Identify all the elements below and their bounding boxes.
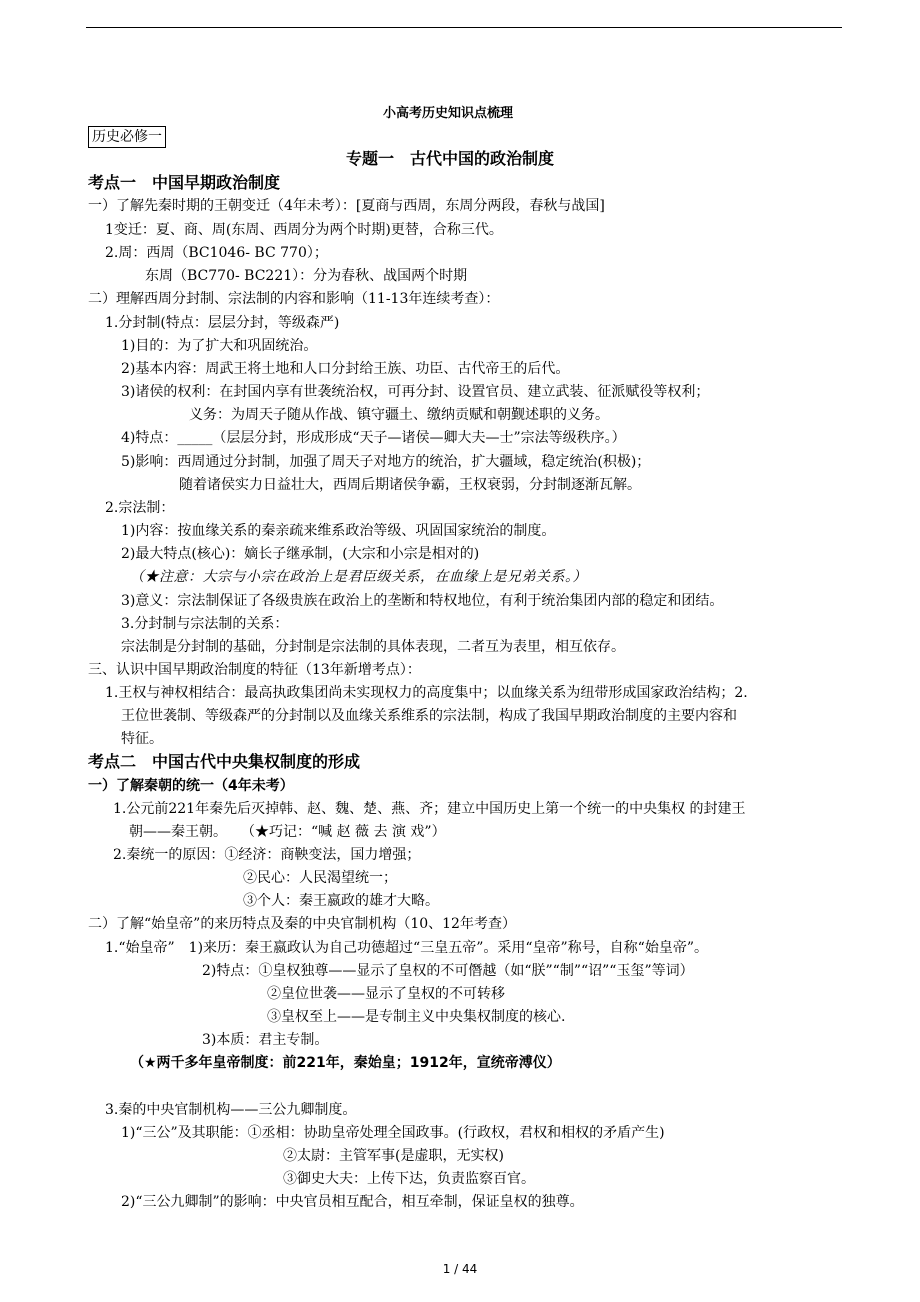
content-line: 4)特点：_____（层层分封，形成形成“天子—诸侯—卿大夫—士”宗法等级秩序。） bbox=[121, 430, 626, 446]
content-line: 5)影响：西周通过分封制，加强了周天子对地方的统治，扩大疆域，稳定统治(积极)； bbox=[121, 454, 651, 470]
content-line: 二）理解西周分封制、宗法制的内容和影响（11-13年连续考查）： bbox=[88, 291, 500, 307]
content-line: ②皇位世袭——显示了皇权的不可转移 bbox=[267, 986, 505, 1002]
content-line: 2)特点：①皇权独尊——显示了皇权的不可僭越（如“朕”“制”“诏”“玉玺”等词） bbox=[202, 963, 694, 979]
content-line: 2.周：西周（BC1046- BC 770）； bbox=[105, 245, 328, 261]
content-line: ③个人：秦王嬴政的雄才大略。 bbox=[243, 893, 439, 909]
content-line: 三、认识中国早期政治制度的特征（13年新增考点）： bbox=[88, 662, 421, 678]
document-title: 小高考历史知识点梳理 bbox=[383, 106, 514, 121]
note-line: （★注意：大宗与小宗在政治上是君臣级关系，在血缘上是兄弟关系。） bbox=[130, 569, 587, 585]
content-line: ③皇权至上——是专制主义中央集权制度的核心. bbox=[267, 1009, 566, 1025]
content-line: 特征。 bbox=[121, 731, 163, 747]
content-line: 1)内容：按血缘关系的秦亲疏来维系政治等级、巩固国家统治的制度。 bbox=[121, 523, 556, 539]
content-line: 1.“始皇帝” 1)来历：秦王嬴政认为自己功德超过“三皇五帝”。采用“皇帝”称号，自称“始皇帝”。 bbox=[105, 940, 708, 956]
section-heading: 考点一 中国早期政治制度 bbox=[88, 173, 281, 192]
topic-heading: 专题一 古代中国的政治制度 bbox=[346, 149, 555, 168]
content-line: 2)基本内容：周武王将土地和人口分封给王族、功臣、古代帝王的后代。 bbox=[121, 361, 570, 377]
page-number: 1 / 44 bbox=[442, 1262, 478, 1276]
content-line: 1变迁：夏、商、周(东周、西周分为两个时期)更替，合称三代。 bbox=[105, 222, 503, 238]
content-line: 1)“三公”及其职能：①丞相：协助皇帝处理全国政事。(行政权，君权和相权的矛盾产生) bbox=[121, 1125, 665, 1141]
section-heading: 考点二 中国古代中央集权制度的形成 bbox=[88, 752, 361, 771]
content-line: ③御史大夫：上传下达，负责监察百官。 bbox=[283, 1171, 535, 1187]
content-line: 1)目的：为了扩大和巩固统治。 bbox=[121, 338, 318, 354]
content-line: 2.宗法制： bbox=[105, 500, 175, 516]
content-line: 3.分封制与宗法制的关系： bbox=[121, 616, 289, 632]
header-rule bbox=[86, 27, 842, 28]
content-line: 一）了解先秦时期的王朝变迁（4年未考）：[夏商与西周，东周分两段，春秋与战国] bbox=[88, 198, 605, 214]
content-line: 3)本质：君主专制。 bbox=[202, 1032, 329, 1048]
content-line: 3.秦的中央官制机构——三公九卿制度。 bbox=[105, 1102, 357, 1118]
content-line: 东周（BC770- BC221）：分为春秋、战国两个时期 bbox=[145, 268, 468, 284]
content-line: 1.公元前221年秦先后灭掉韩、赵、魏、楚、燕、齐；建立中国历史上第一个统一的中央集权 的封建王 bbox=[113, 801, 746, 817]
content-line: 2)最大特点(核心)：嫡长子继承制，(大宗和小宗是相对的) bbox=[121, 546, 480, 562]
content-line: 3)意义：宗法制保证了各级贵族在政治上的垄断和特权地位，有利于统治集团内部的稳定和团结。 bbox=[121, 593, 724, 609]
subsection-heading: 一）了解秦朝的统一（4年未考） bbox=[88, 778, 294, 794]
content-line: 随着诸侯实力日益壮大，西周后期诸侯争霸，王权衰弱，分封制逐渐瓦解。 bbox=[179, 477, 641, 493]
content-line: 义务：为周天子随从作战、镇守疆土、缴纳贡赋和朝觐述职的义务。 bbox=[189, 407, 609, 423]
content-line: ②太尉：主管军事(是虚职，无实权) bbox=[283, 1148, 504, 1164]
content-line: 2)“三公九卿制”的影响：中央官员相互配合，相互牵制，保证皇权的独尊。 bbox=[121, 1194, 584, 1210]
content-line: 朝——秦王朝。 （★巧记：“喊 赵 薇 去 演 戏”） bbox=[129, 824, 446, 840]
note-line: （★两千多年皇帝制度：前221年，秦始皇；1912年，宣统帝溥仪） bbox=[130, 1055, 561, 1071]
content-line: 1.王权与神权相结合：最高执政集团尚未实现权力的高度集中；以血缘关系为纽带形成国家政治结构；2. bbox=[105, 685, 748, 701]
content-line: 二）了解“始皇帝”的来历特点及秦的中央官制机构（10、12年考查） bbox=[88, 916, 516, 932]
content-line: 2.秦统一的原因：①经济：商鞅变法，国力增强； bbox=[113, 847, 421, 863]
content-line: ②民心：人民渴望统一； bbox=[243, 870, 397, 886]
content-line: 3)诸侯的权利：在封国内享有世袭统治权，可再分封、设置官员、建立武装、征派赋役等权利； bbox=[121, 384, 710, 400]
content-line: 宗法制是分封制的基础，分封制是宗法制的具体表现，二者互为表里，相互依存。 bbox=[121, 639, 625, 655]
subject-tag: 历史必修一 bbox=[88, 126, 166, 148]
content-line: 王位世袭制、等级森严的分封制以及血缘关系维系的宗法制，构成了我国早期政治制度的主要内容和 bbox=[121, 708, 737, 724]
content-line: 1.分封制(特点：层层分封，等级森严) bbox=[105, 315, 340, 331]
